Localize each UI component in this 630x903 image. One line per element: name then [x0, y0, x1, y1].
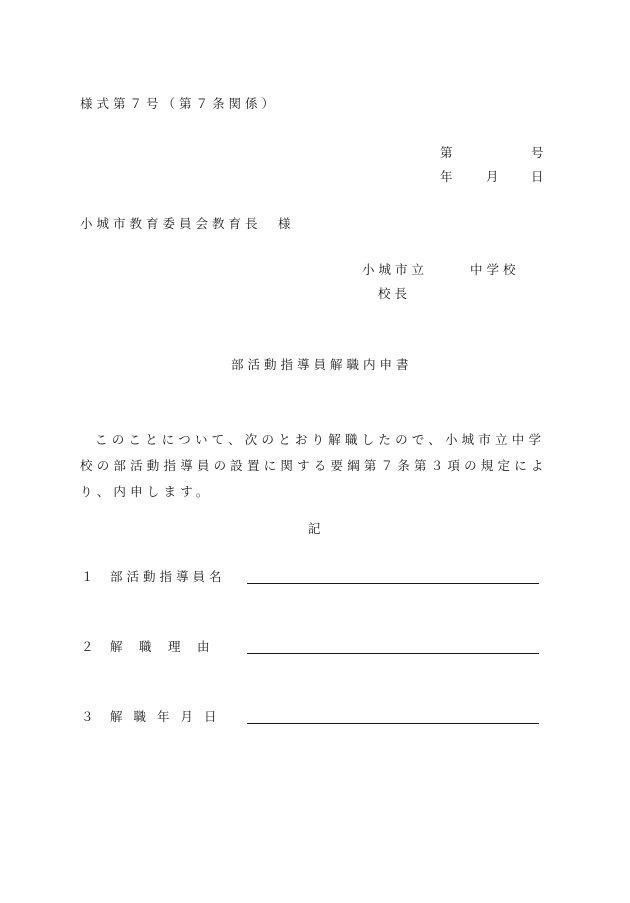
- principal-title: 校長: [378, 286, 412, 301]
- item-2-label: 解 職 理 由: [110, 639, 212, 654]
- item-2-number: ２: [81, 639, 94, 654]
- item-1-blank-line: [247, 583, 539, 584]
- date-year: 年: [440, 169, 453, 184]
- date-month: 月: [486, 169, 499, 184]
- date-day: 日: [531, 169, 544, 184]
- item-3-label: 解職年月日: [110, 709, 228, 724]
- form-label: 様式第７号（第７条関係）: [80, 96, 279, 111]
- item-3-blank-line: [247, 723, 539, 724]
- document-title: 部活動指導員解職内申書: [231, 357, 413, 372]
- addressee: 小城市教育委員会教育長 様: [80, 216, 295, 231]
- item-2-blank-line: [247, 653, 539, 654]
- item-3-number: ３: [81, 709, 94, 724]
- body-paragraph: このことについて、次のとおり解職したので、小城市立中学校の部活動指導員の設置に関する要綱第７条第３項の規定により、内申します。: [80, 432, 548, 499]
- school-prefix: 小城市立: [362, 262, 429, 277]
- item-1-label: 部活動指導員名: [110, 569, 226, 584]
- ki-marker: 記: [308, 521, 321, 536]
- school-suffix: 中学校: [470, 262, 520, 277]
- doc-number-suffix: 号: [531, 145, 544, 160]
- item-1-number: １: [81, 569, 94, 584]
- doc-number-prefix: 第: [440, 145, 453, 160]
